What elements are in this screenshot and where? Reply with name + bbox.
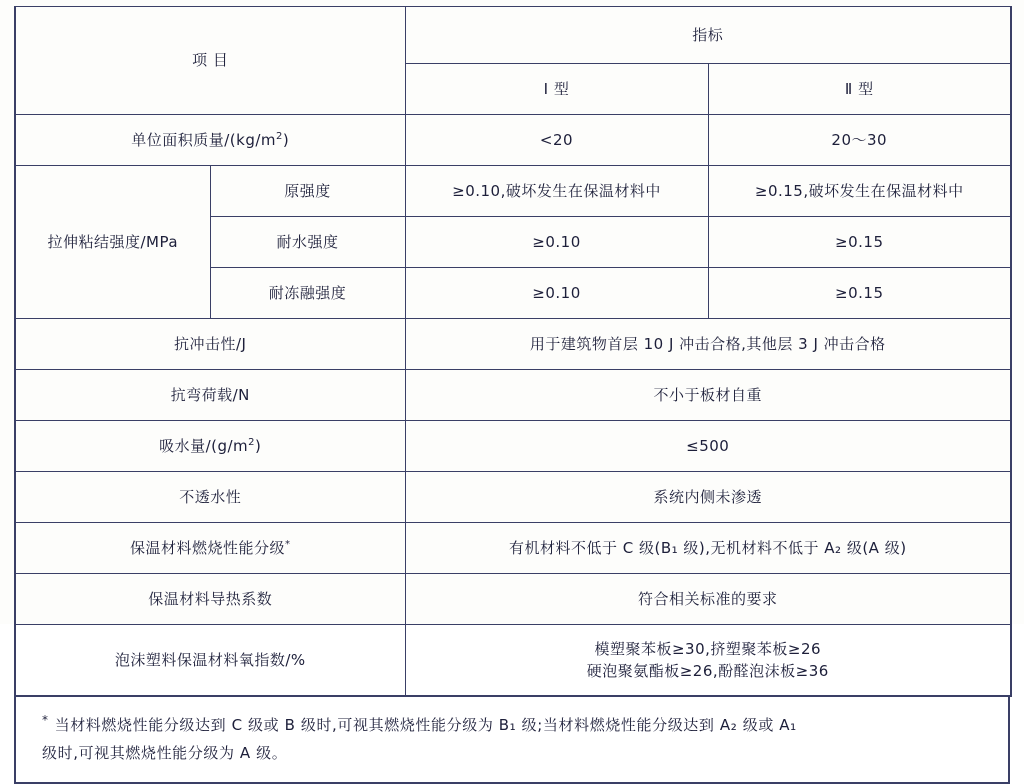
value-water-absorption: ≤500 (405, 421, 1011, 472)
value-impact-resistance: 用于建筑物首层 10 J 冲击合格,其他层 3 J 冲击合格 (405, 319, 1011, 370)
row-thermal-conductivity (15, 574, 1011, 625)
value-oxygen-index-line1: 模塑聚苯板≥30,挤塑聚苯板≥26 (594, 639, 822, 658)
row-label-water-impermeability: 不透水性 (15, 472, 405, 523)
value-unit-area-mass-type2: 20～30 (708, 115, 1011, 166)
value-oxygen-index (405, 625, 1011, 697)
row-label-bending-load: 抗弯荷载/N (15, 370, 405, 421)
table-header-row-1 (15, 7, 1011, 64)
footnote-marker: * (42, 713, 49, 727)
row-impact-resistance (15, 319, 1011, 370)
sub-label-freeze-thaw-strength: 耐冻融强度 (210, 268, 405, 319)
header-type-2: Ⅱ 型 (708, 64, 1011, 115)
row-unit-area-mass (15, 115, 1011, 166)
value-unit-area-mass-type1: <20 (405, 115, 708, 166)
spec-table (14, 6, 1012, 697)
value-freeze-thaw-strength-type1: ≥0.10 (405, 268, 708, 319)
value-water-impermeability: 系统内侧未渗透 (405, 472, 1011, 523)
row-label-unit-area-mass: 单位面积质量$/(kg/m^2)$ (15, 115, 405, 166)
value-water-strength-type2: ≥0.15 (708, 217, 1011, 268)
sub-label-original-strength: 原强度 (210, 166, 405, 217)
value-thermal-conductivity: 符合相关标准的要求 (405, 574, 1011, 625)
row-oxygen-index (15, 625, 1011, 697)
row-bond-strength-original (15, 166, 1011, 217)
table-footnote (14, 697, 1010, 784)
row-label-tensile-bond-strength: 拉伸粘结强度/MPa (15, 166, 210, 319)
footnote-line-1: 当材料燃烧性能分级达到 C 级或 B 级时,可视其燃烧性能分级为 B₁ 级;当材料燃烧性能分级达到 A₂ 级或 A₁ (54, 716, 797, 734)
value-oxygen-index-line2: 硬泡聚氨酯板≥26,酚醛泡沫板≥36 (586, 662, 829, 680)
header-index-label: 指标 (405, 7, 1011, 64)
value-combustion-grade: 有机材料不低于 C 级(B₁ 级),无机材料不低于 A₂ 级(A 级) (405, 523, 1011, 574)
row-bending-load (15, 370, 1011, 421)
footnote-line-2: 级时,可视其燃烧性能分级为 A 级。 (42, 743, 288, 762)
value-bending-load: 不小于板材自重 (405, 370, 1011, 421)
value-freeze-thaw-strength-type2: ≥0.15 (708, 268, 1011, 319)
row-water-absorption (15, 421, 1011, 472)
value-original-strength-type1: ≥0.10,破坏发生在保温材料中 (405, 166, 708, 217)
row-label-oxygen-index: 泡沫塑料保温材料氧指数/% (15, 625, 405, 697)
row-label-combustion-grade: 保温材料燃烧性能分级* (15, 523, 405, 574)
row-water-impermeability (15, 472, 1011, 523)
row-label-impact-resistance: 抗冲击性/J (15, 319, 405, 370)
spec-table-wrapper (14, 6, 1010, 784)
value-water-strength-type1: ≥0.10 (405, 217, 708, 268)
value-original-strength-type2: ≥0.15,破坏发生在保温材料中 (708, 166, 1011, 217)
row-combustion-grade (15, 523, 1011, 574)
header-item-label: 项 目 (15, 7, 405, 115)
row-label-water-absorption: 吸水量$/(g/m^2)$ (15, 421, 405, 472)
header-type-1: Ⅰ 型 (405, 64, 708, 115)
row-label-thermal-conductivity: 保温材料导热系数 (15, 574, 405, 625)
sub-label-water-strength: 耐水强度 (210, 217, 405, 268)
